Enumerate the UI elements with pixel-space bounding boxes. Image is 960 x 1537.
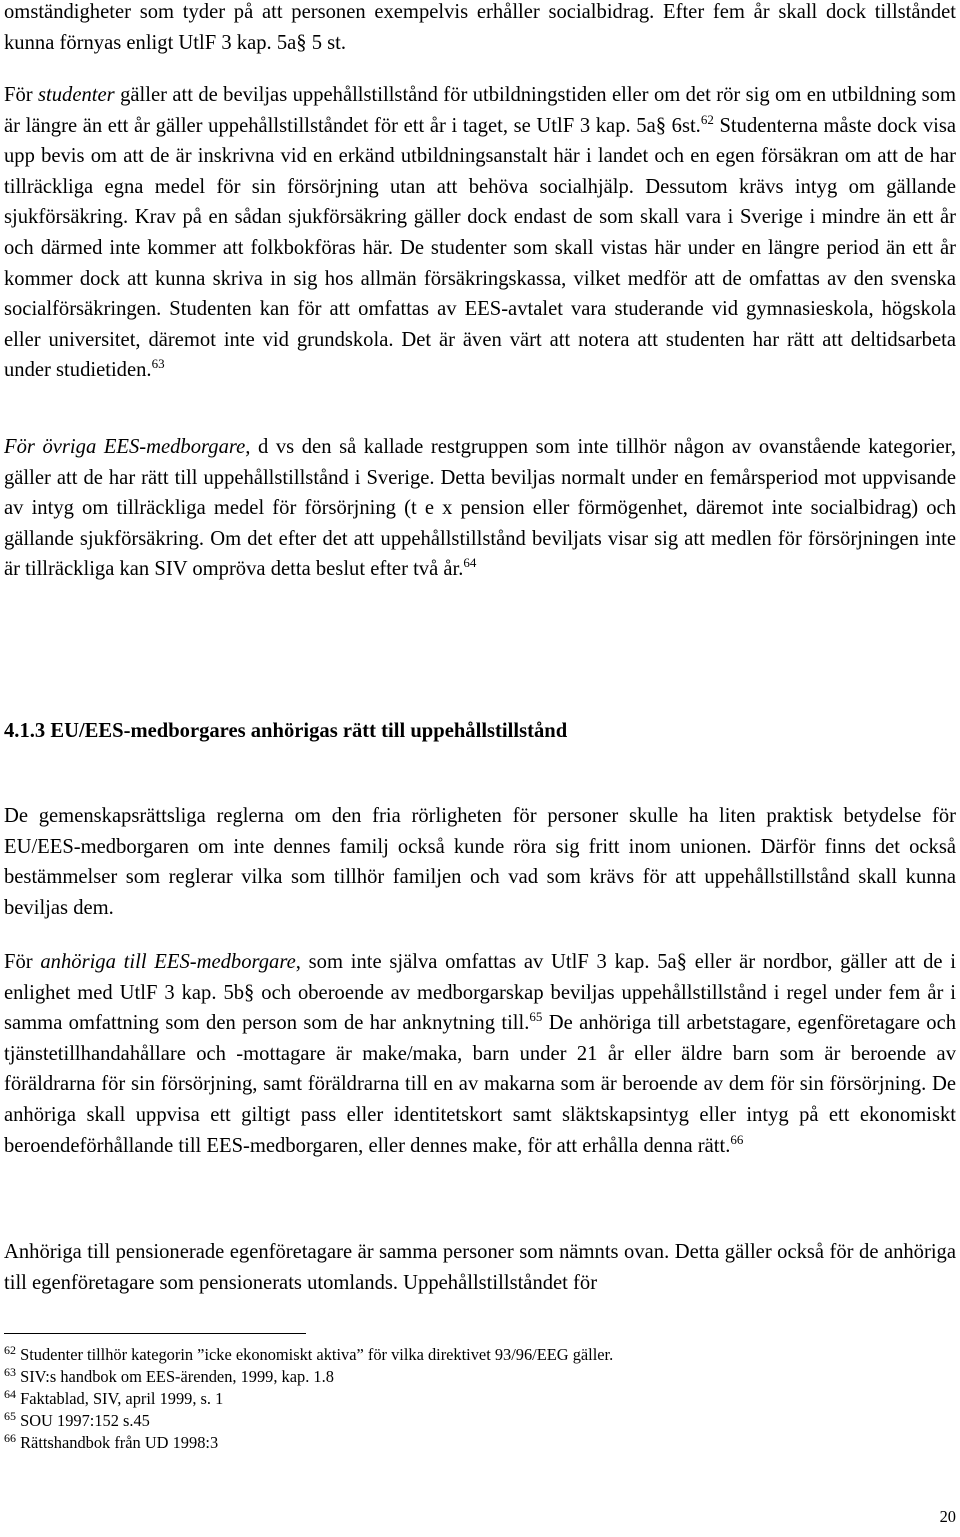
page-number: 20 (939, 1507, 956, 1526)
footnote-number: 65 (4, 1409, 16, 1423)
footnote-63 (4, 1366, 954, 1388)
paragraph-students (4, 80, 956, 386)
paragraph-text: De gemenskapsrättsliga reglerna om den fria rörligheten för personer skulle ha liten praktisk betydelse för EU/EES-medborgaren om inte dennes familj också kunde röra sig fritt inom unionen. Därför finns det också bestämmelser som reglerar vilka som tillhör familjen och vad som krävs för att uppehållstillstånd skall kunna beviljas dem. (4, 805, 956, 919)
paragraph-free-movement (4, 801, 956, 923)
paragraph-pensioners (4, 1237, 956, 1298)
footnote-62 (4, 1344, 954, 1366)
paragraph-text: , som inte själva omfattas av UtlF 3 kap. 5a§ eller är nordbor, gäller att de i enlighet med UtlF 3 kap. 5b§ och oberoende av medborgarskap beviljas uppehållstillstånd i regel under fem år i samma omfattning som den person som de har anknytning till. (4, 951, 956, 1035)
footnote-text: Faktablad, SIV, april 1999, s. 1 (20, 1389, 224, 1408)
footnote-ref[interactable]: 62 (700, 111, 714, 127)
footnote-ref[interactable]: 64 (463, 555, 477, 571)
footnote-text: SIV:s handbok om EES-ärenden, 1999, kap. 1.8 (20, 1367, 334, 1386)
footnote-separator (4, 1333, 306, 1334)
paragraph-text: Anhöriga till pensionerade egenföretagare är samma personer som nämnts ovan. Detta gäller också för de anhöriga till egenföretagare som pensionerats utomlands. Uppehållstillståndet för (4, 1241, 956, 1294)
emphasis-term: För övriga EES-medborgare, (4, 436, 251, 458)
footnote-text: SOU 1997:152 s.45 (20, 1411, 150, 1430)
footnote-number: 63 (4, 1365, 16, 1379)
footnotes (4, 1344, 954, 1454)
footnote-65 (4, 1410, 954, 1432)
footnote-number: 64 (4, 1387, 16, 1401)
paragraph-relatives (4, 947, 956, 1161)
paragraph-text: d vs den så kallade restgruppen som inte tillhör någon av ovanstående kategorier, gäller att de har rätt till uppehållstillstånd i Sverige. Detta beviljas normalt under en femårsperiod mot uppvisande av intyg om tillräckliga medel för försörjning (t e x pension eller förmögenhet, däremot inte socialbidrag) och gällande sjukförsäkring. Om det efter det att uppehållstillstånd beviljats visar sig att medlen för försörjningen inte är tillräckliga kan SIV ompröva detta beslut efter två år. (4, 436, 956, 581)
paragraph-text: För (4, 84, 39, 106)
footnote-text: Rättshandbok från UD 1998:3 (20, 1433, 219, 1452)
emphasis-term: studenter (38, 84, 115, 106)
footnote-text: Studenter tillhör kategorin ”icke ekonomiskt aktiva” för vilka direktivet 93/96/EEG gäller. (20, 1345, 614, 1364)
footnote-ref[interactable]: 63 (151, 356, 165, 372)
paragraph-text: För (4, 951, 41, 973)
footnote-64 (4, 1388, 954, 1410)
paragraph-other-ees (4, 432, 956, 585)
paragraph-text: omständigheter som tyder på att personen exempelvis erhåller socialbidrag. Efter fem år skall dock tillståndet kunna förnyas enligt UtlF 3 kap. 5a§ 5 st. (4, 1, 956, 54)
paragraph-text: gäller att de beviljas uppehållstillstånd för utbildningstiden eller om det rör sig om en utbildning som är längre än ett år gäller uppehållstillståndet för ett år i taget, se UtlF 3 kap. 5a§ 6st. (4, 84, 956, 137)
section-heading: 4.1.3 EU/EES-medborgares anhörigas rätt till uppehållstillstånd (4, 720, 568, 742)
footnote-number: 62 (4, 1343, 16, 1357)
paragraph-text: De anhöriga till arbetstagare, egenföretagare och tjänstetillhandahållare och -mottagare är make/maka, barn under 21 år eller äldre barn som är beroende av föräldrarna för sin försörjning, samt föräldrarna till en av makarna som är beroende av dem för sin försörjning. De anhöriga skall uppvisa ett giltigt pass eller identitetskort samt släktskapsintyg eller intyg på ett ekonomiskt beroendeförhållande till EES-medborgaren, eller dennes make, för att erhålla denna rätt. (4, 1012, 957, 1157)
footnote-number: 66 (4, 1431, 16, 1445)
paragraph-text: Studenterna måste dock visa upp bevis om att de är inskrivna vid en erkänd utbildningsanstalt här i landet och en egen försäkran om att de har tillräckliga egna medel för sin försörjning utan att behöva socialhjälp. Dessutom krävs intyg om gällande sjukförsäkring. Krav på en sådan sjukförsäkring gäller dock endast de som skall vara i Sverige i mindre än ett år och därmed inte kommer att folkbokföras här. De studenter som skall vistas här under en längre period än ett år kommer dock att kunna skriva in sig hos allmän försäkringskassa, vilket medför att de omfattas av den svenska socialförsäkringen. Studenten kan för att omfattas av EES-avtalet vara studerande vid gymnasieskola, högskola eller universitet, däremot inte vid grundskola. Det är även värt att notera att studenten har rätt att deltidsarbeta under studietiden. (4, 114, 956, 382)
footnote-ref[interactable]: 65 (529, 1009, 543, 1025)
footnote-66 (4, 1432, 954, 1454)
paragraph-intro (4, 0, 956, 58)
footnote-ref[interactable]: 66 (730, 1131, 744, 1147)
emphasis-term: anhöriga till EES-medborgare (40, 951, 296, 973)
